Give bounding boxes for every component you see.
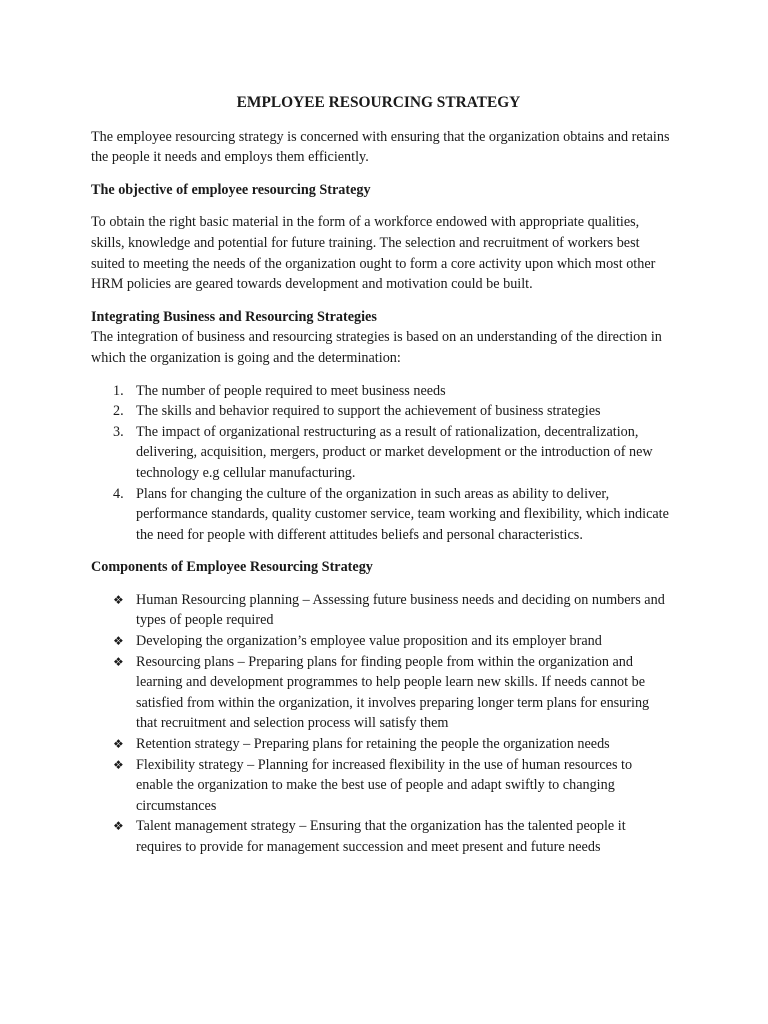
document-title: EMPLOYEE RESOURCING STRATEGY <box>236 94 521 111</box>
list-item <box>91 816 670 857</box>
diamond-bullet-icon: ❖ <box>113 592 124 607</box>
components-list <box>91 590 670 858</box>
intro-paragraph: The employee resourcing strategy is concerned with ensuring that the organization obtains and retains the people it needs and employs them efficiently. <box>91 128 670 166</box>
list-item-text: The skills and behavior required to support the achievement of business strategies <box>136 403 601 420</box>
list-item-text: Flexibility strategy – Planning for increased flexibility in the use of human resources to enable the organization to make the best use of people and adapt swiftly to changing circumstances <box>136 756 633 814</box>
list-item <box>91 755 670 817</box>
integrating-heading: Integrating Business and Resourcing Strategies <box>91 308 377 325</box>
components-heading: Components of Employee Resourcing Strategy <box>91 559 373 576</box>
list-item <box>91 381 670 402</box>
list-item-text: The number of people required to meet business needs <box>136 382 446 399</box>
list-number: 1. <box>113 382 124 399</box>
list-item-text: Retention strategy – Preparing plans for retaining the people the organization needs <box>136 736 610 753</box>
list-item <box>91 631 670 652</box>
list-item <box>91 484 670 546</box>
list-item-text: Developing the organization’s employee value proposition and its employer brand <box>136 633 602 650</box>
list-item-text: Human Resourcing planning – Assessing future business needs and deciding on numbers and types of people required <box>136 591 665 629</box>
diamond-bullet-icon: ❖ <box>113 654 124 669</box>
list-item-text: Plans for changing the culture of the organization in such areas as ability to deliver, performance standards, quality customer service, team working and flexibility, which indicate the need for people with different attitudes beliefs and personal characteristics. <box>136 485 669 543</box>
list-item-text: The impact of organizational restructuring as a result of rationalization, decentralization, delivering, acquisition, mergers, product or market development or the introduction of new technology e.g cellular manufacturing. <box>136 423 653 481</box>
list-item <box>91 422 670 484</box>
integrating-paragraph: The integration of business and resourcing strategies is based on an understanding of the direction in which the organization is going and the determination: <box>91 329 662 366</box>
list-item <box>91 734 670 755</box>
diamond-bullet-icon: ❖ <box>113 757 124 772</box>
list-item-text: Resourcing plans – Preparing plans for finding people from within the organization and learning and development programmes to help people learn new skills. If needs cannot be satisfied from within the organization, it involves preparing longer term plans for ensuring that recruitment and selection process will satisfy them <box>136 653 650 732</box>
list-item <box>91 652 670 734</box>
list-item <box>91 590 670 631</box>
objective-paragraph: To obtain the right basic material in the form of a workforce endowed with appropriate qualities, skills, knowledge and potential for future training. The selection and recruitment of workers best suited to meeting the needs of the organization ought to form a core activity upon which most other HRM policies are geared towards development and motivation could be built. <box>91 214 656 293</box>
objective-heading: The objective of employee resourcing Strategy <box>91 181 371 198</box>
list-item-text: Talent management strategy – Ensuring that the organization has the talented people it requires to provide for management succession and meet present and future needs <box>136 818 626 855</box>
list-number: 4. <box>113 485 124 502</box>
diamond-bullet-icon: ❖ <box>113 819 124 834</box>
list-number: 2. <box>113 403 124 420</box>
list-number: 3. <box>113 423 124 440</box>
determination-list <box>91 381 670 546</box>
list-item <box>91 401 670 422</box>
diamond-bullet-icon: ❖ <box>113 737 124 752</box>
diamond-bullet-icon: ❖ <box>113 634 124 649</box>
